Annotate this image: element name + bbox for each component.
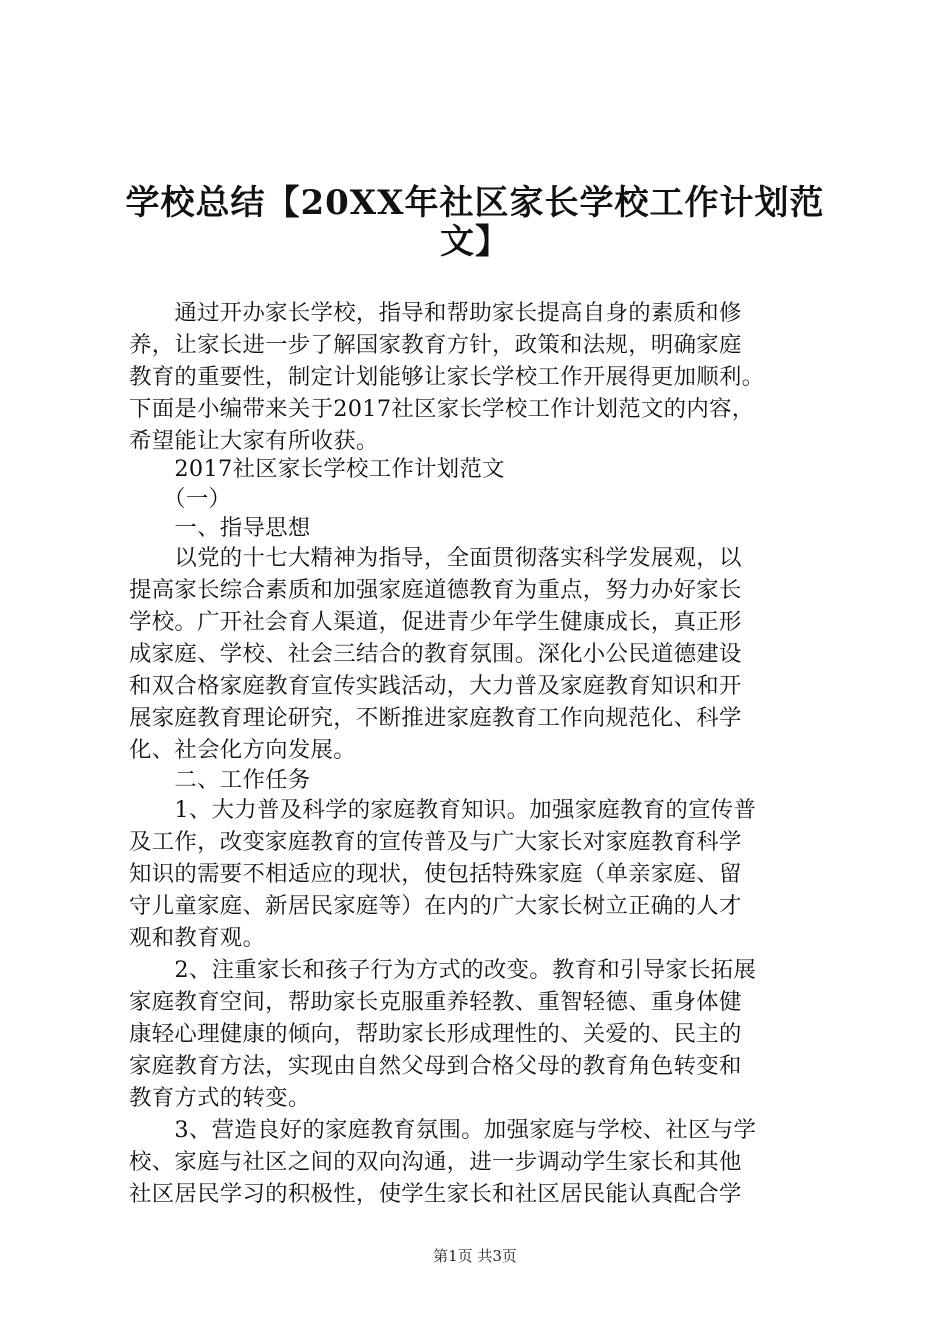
section-heading: 一、指导思想	[129, 515, 311, 541]
body-line: 守儿童家庭、新居民家庭等）在内的广大家长树立正确的人才	[129, 893, 742, 919]
section-heading: 二、工作任务	[129, 767, 311, 793]
body-line: 3、营造良好的家庭教育氛围。加强家庭与学校、社区与学	[129, 1117, 757, 1143]
body-line: 以党的十七大精神为指导，全面贯彻落实科学发展观，以	[129, 545, 742, 571]
body-line: 教育的重要性，制定计划能够让家长学校工作开展得更加顺利。	[129, 364, 765, 390]
body-line: 希望能让大家有所收获。	[129, 428, 379, 454]
body-line: 校、家庭与社区之间的双向沟通，进一步调动学生家长和其他	[129, 1149, 742, 1175]
body-line: 教育方式的转变。	[129, 1085, 311, 1111]
body-line: 化、社会化方向发展。	[129, 737, 356, 763]
body-line: 家庭教育空间，帮助家长克服重养轻教、重智轻德、重身体健	[129, 989, 742, 1015]
body-line: 展家庭教育理论研究，不断推进家庭教育工作向规范化、科学	[129, 705, 742, 731]
body-line: 1、大力普及科学的家庭教育知识。加强家庭教育的宣传普	[129, 797, 757, 823]
body-line: 康轻心理健康的倾向，帮助家长形成理性的、关爱的、民主的	[129, 1021, 742, 1047]
body-line: 社区居民学习的积极性，使学生家长和社区居民能认真配合学	[129, 1181, 742, 1207]
body-line: 养，让家长进一步了解国家教育方针，政策和法规，明确家庭	[129, 332, 742, 358]
document-title-line-2: 文】	[440, 222, 510, 262]
body-line: 通过开办家长学校，指导和帮助家长提高自身的素质和修	[129, 300, 742, 326]
body-line: 下面是小编带来关于2017社区家长学校工作计划范文的内容，	[129, 396, 755, 422]
section-heading: （一）	[129, 486, 232, 512]
body-line: 知识的需要不相适应的现状，使包括特殊家庭（单亲家庭、留	[129, 861, 742, 887]
body-line: 学校。广开社会育人渠道，促进青少年学生健康成长，真正形	[129, 609, 742, 635]
body-line: 家庭教育方法，实现由自然父母到合格父母的教育角色转变和	[129, 1053, 742, 1079]
body-line: 提高家长综合素质和加强家庭道德教育为重点，努力办好家长	[129, 577, 742, 603]
body-line: 和双合格家庭教育宣传实践活动，大力普及家庭教育知识和开	[129, 673, 742, 699]
body-line: 观和教育观。	[129, 925, 266, 951]
section-heading: 2017社区家长学校工作计划范文	[129, 456, 505, 482]
body-line: 成家庭、学校、社会三结合的教育氛围。深化小公民道德建设	[129, 641, 742, 667]
document-title-line-1: 学校总结【20XX年社区家长学校工作计划范	[125, 183, 825, 223]
body-line: 及工作，改变家庭教育的宣传普及与广大家长对家庭教育科学	[129, 829, 742, 855]
page-footer: 第1页 共3页	[433, 1247, 517, 1265]
body-line: 2、注重家长和孩子行为方式的改变。教育和引导家长拓展	[129, 957, 757, 983]
